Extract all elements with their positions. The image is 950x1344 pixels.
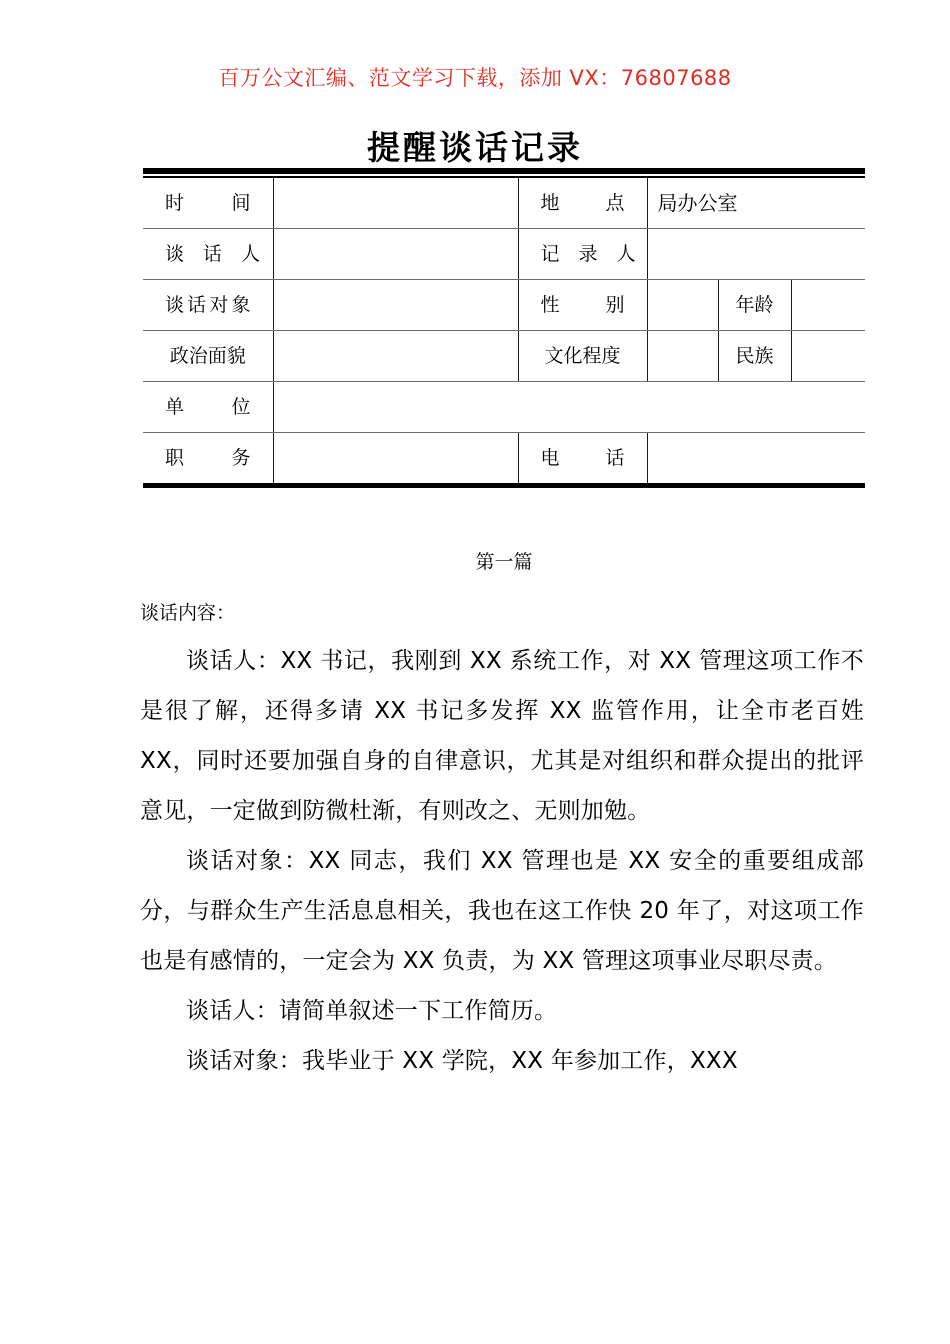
paragraph: 谈话对象：我毕业于 XX 学院，XX 年参加工作，XXX — [186, 1048, 738, 1074]
cell-value-education[interactable] — [647, 330, 718, 381]
table-row — [143, 228, 865, 279]
cell-value-age[interactable] — [791, 279, 865, 330]
cell-label-interviewer — [143, 228, 273, 279]
cell-label-phone — [518, 432, 647, 483]
table-row — [143, 381, 865, 432]
table-top-rule-thick — [143, 168, 865, 174]
record-info-table-wrapper — [143, 168, 865, 488]
table-bottom-rule — [143, 483, 865, 488]
label-political-status: 政治面貌 — [169, 344, 246, 367]
cell-label-time — [143, 178, 273, 229]
table-row — [143, 178, 865, 229]
cell-label-political-status — [143, 330, 273, 381]
cell-value-recorder[interactable] — [647, 228, 865, 279]
cell-value-interviewee[interactable] — [273, 279, 518, 330]
cell-label-recorder — [518, 228, 647, 279]
table-row — [143, 330, 865, 381]
cell-value-political-status[interactable] — [273, 330, 518, 381]
cell-value-ethnicity[interactable] — [791, 330, 865, 381]
page-title: 提醒谈话记录 — [367, 128, 583, 167]
cell-label-position — [143, 432, 273, 483]
record-info-table — [143, 178, 865, 483]
label-recorder: 记 录 人 — [540, 242, 636, 265]
label-education: 文化程度 — [544, 344, 621, 367]
paragraph: 谈话对象：XX 同志，我们 XX 管理也是 XX 安全的重要组成部分，与群众生产生活息息相关，我也在这工作快 20 年了，对这项工作也是有感情的，一定会为 XX 负责，为 XX 管理这项事业尽职尽责。 — [140, 848, 864, 974]
conversation-content-label: 谈话内容： — [140, 602, 236, 624]
table-row — [143, 279, 865, 330]
cell-label-age — [718, 279, 791, 330]
cell-value-gender[interactable] — [647, 279, 718, 330]
cell-label-work-unit — [143, 381, 273, 432]
promo-watermark-text: 百万公文汇编、范文学习下载，添加 VX：76807688 — [218, 66, 732, 90]
section-heading: 第一篇 — [475, 551, 533, 573]
value-location: 局办公室 — [657, 190, 738, 215]
cell-label-interviewee — [143, 279, 273, 330]
label-interviewer: 谈 话 人 — [165, 242, 261, 265]
label-gender: 性 别 — [540, 293, 625, 316]
label-location: 地 点 — [540, 191, 625, 214]
label-age: 年龄 — [735, 293, 774, 316]
cell-label-education — [518, 330, 647, 381]
paragraph: 谈话人：请简单叙述一下工作简历。 — [186, 998, 558, 1024]
cell-value-phone[interactable] — [647, 432, 865, 483]
label-time: 时 间 — [165, 191, 251, 214]
cell-label-ethnicity — [718, 330, 791, 381]
table-row — [143, 432, 865, 483]
label-ethnicity: 民族 — [735, 344, 774, 367]
paragraph: 谈话人：XX 书记，我刚到 XX 系统工作，对 XX 管理这项工作不是很了解，还得多请 XX 书记多发挥 XX 监管作用，让全市老百姓 XX，同时还要加强自身的自律意识，尤其是对组织和群众提出的批评意见，一定做到防微杜渐，有则改之、无则加勉。 — [140, 648, 864, 824]
cell-value-position[interactable] — [273, 432, 518, 483]
cell-label-location — [518, 178, 647, 229]
label-interviewee: 谈话对象 — [165, 293, 251, 316]
label-work-unit: 单 位 — [165, 395, 251, 418]
cell-label-gender — [518, 279, 647, 330]
cell-value-interviewer[interactable] — [273, 228, 518, 279]
label-position: 职 务 — [165, 446, 251, 469]
conversation-body — [140, 596, 864, 1086]
cell-value-time[interactable] — [273, 178, 518, 229]
cell-value-location[interactable] — [647, 178, 865, 229]
label-phone: 电 话 — [540, 446, 625, 469]
cell-value-work-unit[interactable] — [273, 381, 865, 432]
